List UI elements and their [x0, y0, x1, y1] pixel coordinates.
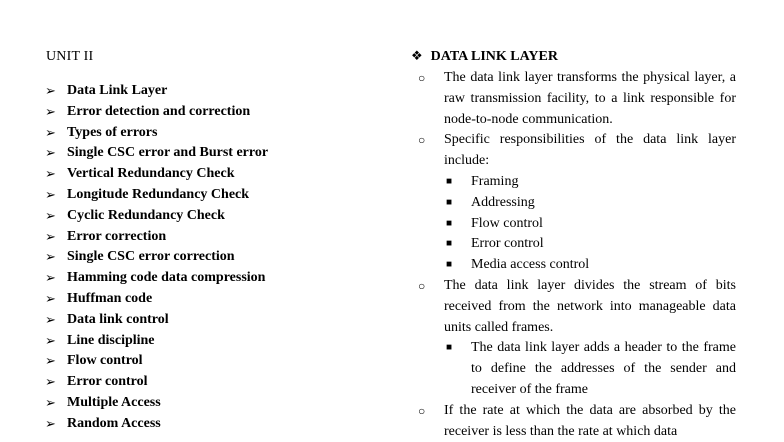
paragraph-text: The data link layer transforms the physical layer, a raw transmission facility, to a link responsible for node-to-node communication.: [444, 70, 736, 127]
arrow-bullet-icon: ➢: [45, 186, 56, 202]
paragraph: [418, 68, 736, 130]
arrow-bullet-icon: ➢: [45, 332, 56, 348]
list-item: [45, 123, 268, 144]
arrow-bullet-icon: ➢: [45, 124, 56, 140]
square-bullet-icon: ■: [446, 259, 453, 271]
list-item: [45, 81, 268, 102]
paragraph: [418, 401, 736, 442]
list-item: [45, 351, 268, 372]
arrow-bullet-icon: ➢: [45, 166, 56, 182]
list-item: [45, 289, 268, 310]
list-item: [45, 414, 268, 435]
topic-label: Vertical Redundancy Check: [67, 166, 235, 182]
section-title: [411, 48, 558, 65]
arrow-bullet-icon: ➢: [45, 290, 56, 306]
paragraph-text: The data link layer divides the stream of bits received from the network into manageable data units called frames.: [444, 277, 736, 335]
list-item: [418, 338, 736, 400]
arrow-bullet-icon: ➢: [45, 83, 56, 98]
list-item: [45, 393, 268, 414]
square-bullet-icon: ■: [446, 217, 453, 229]
topic-label: Error control: [67, 374, 148, 390]
paragraph-text: If the rate at which the data are absorbed by the receiver is less than the rate at which data: [444, 402, 736, 439]
list-item-text: Addressing: [471, 194, 535, 210]
topic-list: [45, 81, 268, 435]
arrow-bullet-icon: ➢: [45, 270, 56, 286]
topic-label: Types of errors: [67, 124, 158, 140]
paragraph: [418, 276, 736, 338]
arrow-bullet-icon: ➢: [45, 374, 56, 390]
arrow-bullet-icon: ➢: [45, 207, 56, 223]
topic-label: Multiple Access: [67, 394, 161, 410]
circle-bullet-icon: ○: [418, 403, 426, 418]
circle-bullet-icon: ○: [418, 278, 426, 293]
paragraph-text: Specific responsibilities of the data link layer include:: [444, 132, 736, 169]
arrow-bullet-icon: ➢: [45, 394, 56, 410]
list-item: [45, 227, 268, 248]
arrow-bullet-icon: ➢: [45, 311, 56, 327]
topic-label: Huffman code: [67, 290, 153, 306]
list-item: [418, 255, 736, 276]
list-item: [418, 193, 736, 214]
topic-label: Longitude Redundancy Check: [67, 186, 250, 202]
list-item: [45, 310, 268, 331]
square-bullet-icon: ■: [446, 342, 453, 354]
list-item-text: The data link layer adds a header to the frame to define the addresses of the sender and receiver of the frame: [471, 340, 736, 397]
list-item: [418, 234, 736, 255]
square-bullet-icon: ■: [446, 175, 453, 187]
list-item-text: Media access control: [471, 257, 590, 273]
unit-title: UNIT II: [46, 49, 94, 64]
topic-label: Error detection and correction: [67, 103, 251, 119]
section-title-text: DATA LINK LAYER: [430, 49, 558, 64]
topic-label: Cyclic Redundancy Check: [67, 207, 225, 223]
arrow-bullet-icon: ➢: [45, 249, 56, 265]
list-item-text: Framing: [471, 173, 519, 189]
list-item: [418, 172, 736, 193]
list-item: [418, 214, 736, 235]
arrow-bullet-icon: ➢: [45, 415, 56, 431]
list-item: [45, 372, 268, 393]
topic-label: Single CSC error correction: [67, 249, 235, 265]
topic-label: Hamming code data compression: [67, 270, 266, 286]
list-item-text: Flow control: [471, 215, 543, 231]
topic-label: Line discipline: [67, 332, 155, 348]
arrow-bullet-icon: ➢: [45, 103, 56, 119]
list-item: [45, 143, 268, 164]
topic-label: Random Access: [67, 415, 161, 431]
square-bullet-icon: ■: [446, 238, 453, 250]
list-item: [45, 247, 268, 268]
topic-label: Data Link Layer: [67, 83, 168, 98]
diamond-bullet-icon: ❖: [411, 48, 423, 63]
list-item-text: Error control: [471, 236, 544, 252]
circle-bullet-icon: ○: [418, 71, 426, 85]
arrow-bullet-icon: ➢: [45, 228, 56, 244]
circle-bullet-icon: ○: [418, 133, 426, 148]
list-item: [45, 185, 268, 206]
list-item: [45, 102, 268, 123]
paragraph: [418, 130, 736, 172]
topic-label: Data link control: [67, 311, 169, 327]
square-bullet-icon: ■: [446, 196, 453, 208]
section-body: [418, 68, 736, 442]
arrow-bullet-icon: ➢: [45, 145, 56, 161]
topic-label: Error correction: [67, 228, 167, 244]
list-item: [45, 331, 268, 352]
list-item: [45, 268, 268, 289]
arrow-bullet-icon: ➢: [45, 353, 56, 369]
topic-label: Flow control: [67, 353, 143, 369]
list-item: [45, 206, 268, 227]
topic-label: Single CSC error and Burst error: [67, 145, 269, 161]
list-item: [45, 164, 268, 185]
